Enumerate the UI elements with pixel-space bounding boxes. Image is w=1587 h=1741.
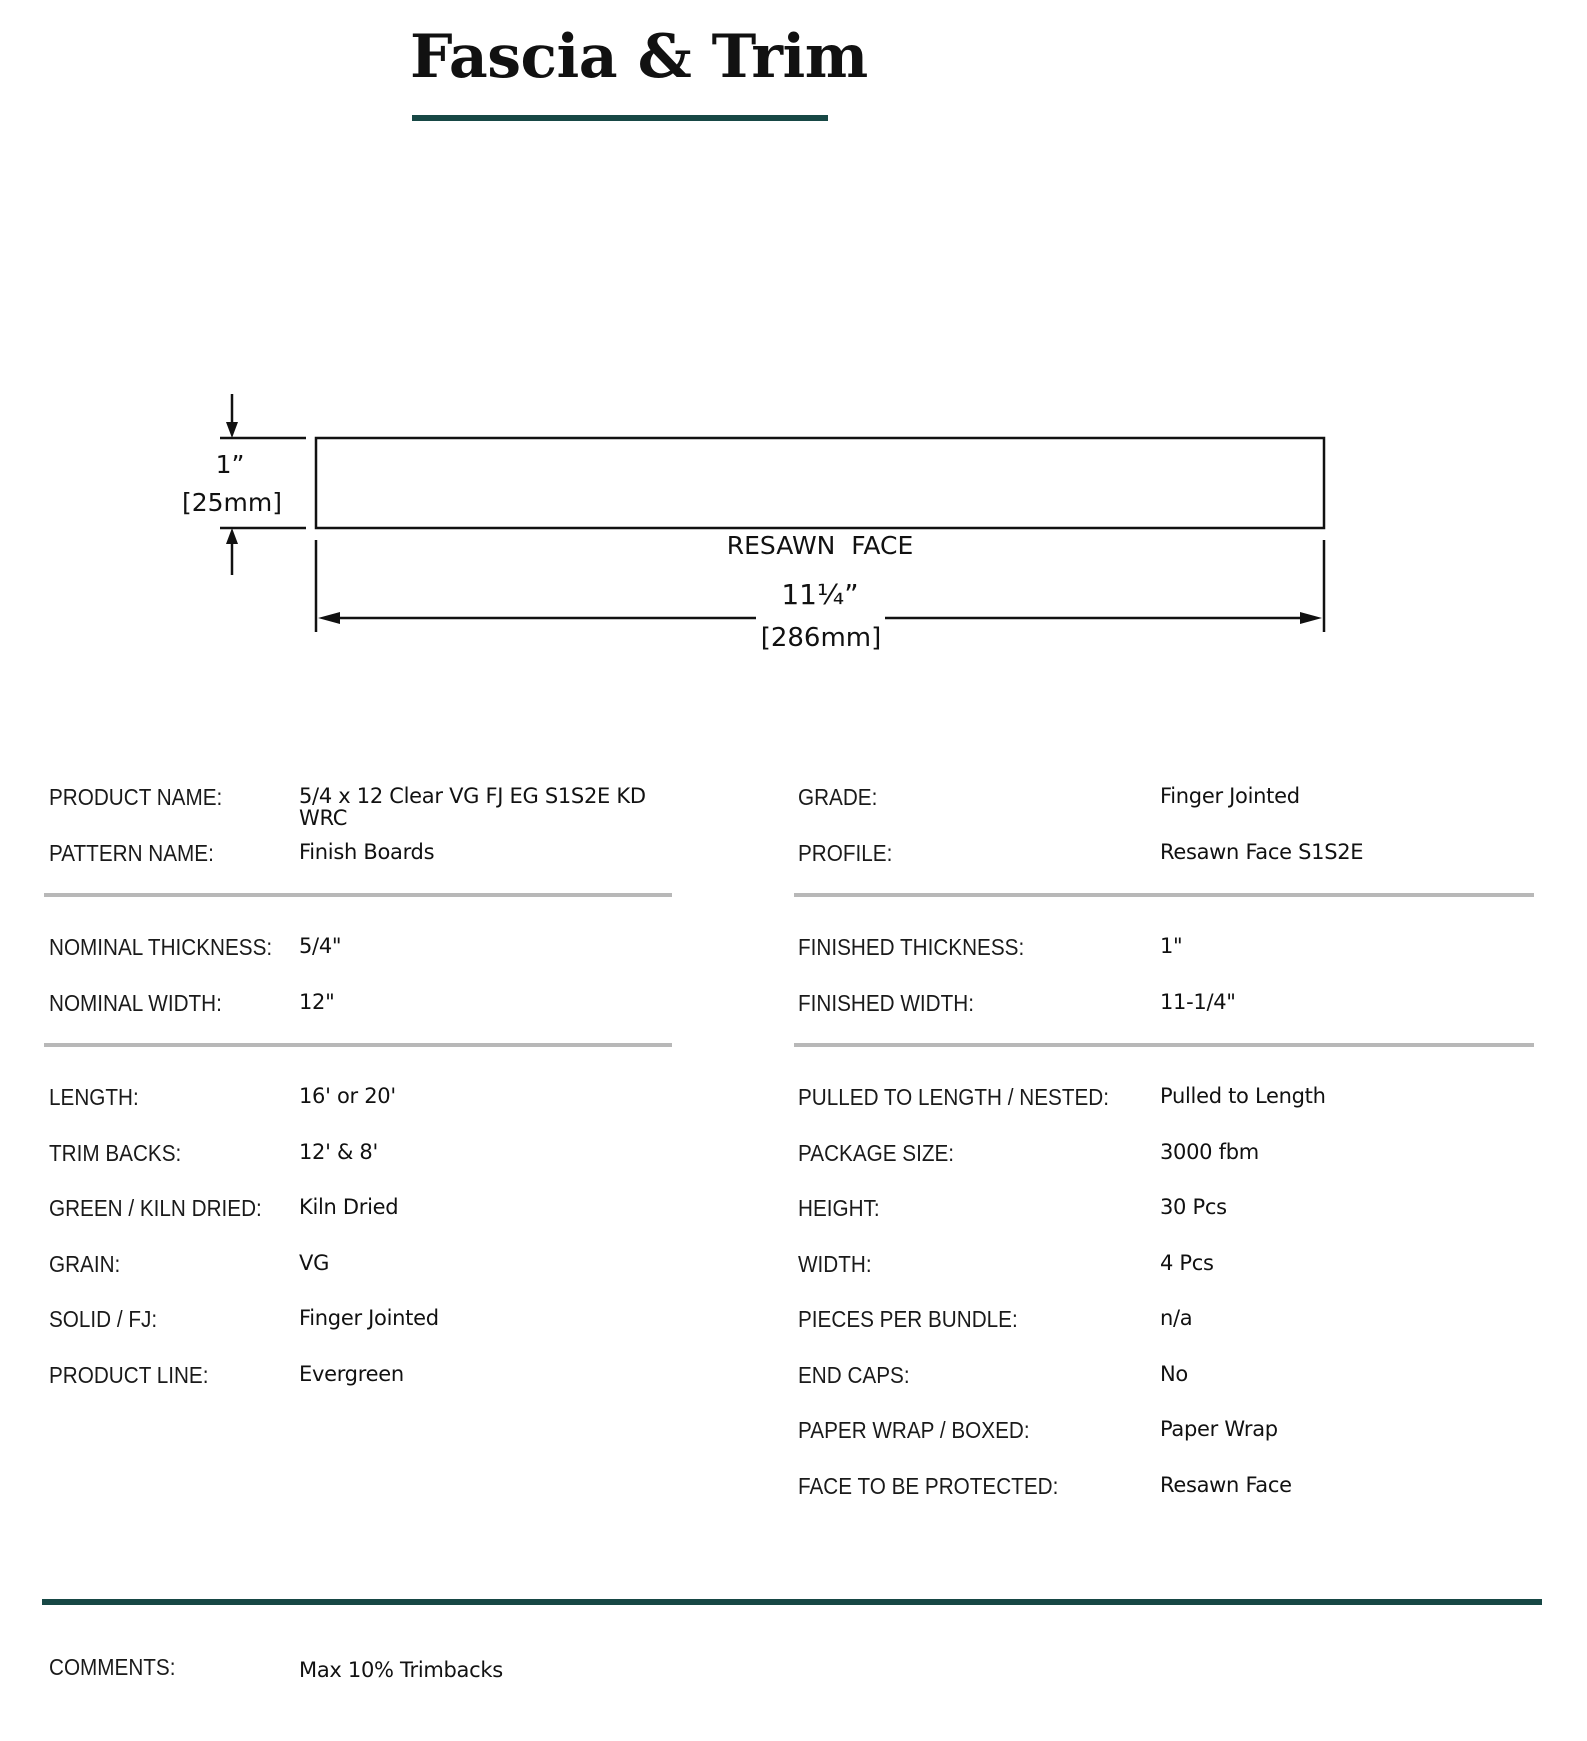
spec-value-grade: Finger Jointed [1160, 784, 1300, 808]
spec-value-pulled-to-length-nested: Pulled to Length [1160, 1084, 1326, 1108]
spec-value-end-caps: No [1160, 1361, 1188, 1386]
spec-value-grain: VG [299, 1250, 330, 1275]
comments-label: COMMENTS: [49, 1654, 176, 1680]
spec-value-package-size: 3000 fbm [1160, 1139, 1259, 1164]
spec-label-package-size: PACKAGE SIZE: [798, 1139, 955, 1166]
thickness-arrowhead-top [226, 422, 238, 438]
thickness-inch-label: 1” [215, 450, 245, 479]
spec-value-solid-fj: Finger Jointed [299, 1306, 439, 1330]
spec-value-finished-thickness: 1" [1160, 934, 1183, 958]
spec-label-nominal-width: NOMINAL WIDTH: [49, 989, 222, 1016]
spec-label-solid-fj: SOLID / FJ: [49, 1306, 158, 1332]
spec-label-green-kiln-dried: GREEN / KILN DRIED: [49, 1195, 262, 1221]
spec-label-pieces-per-bundle: PIECES PER BUNDLE: [798, 1306, 1018, 1332]
spec-label-length: LENGTH: [49, 1084, 139, 1110]
spec-value-nominal-width: 12" [299, 989, 335, 1014]
board-profile [316, 438, 1324, 528]
face-label: RESAWN FACE [726, 531, 914, 560]
spec-label-pattern-name: PATTERN NAME: [49, 839, 214, 866]
spec-label-product-line: PRODUCT LINE: [49, 1361, 209, 1388]
spec-label-pulled-to-length-nested: PULLED TO LENGTH / NESTED: [798, 1084, 1109, 1110]
right-section-divider-2 [794, 1043, 1534, 1047]
title-underline [412, 115, 828, 121]
comments-divider [42, 1599, 1542, 1605]
thickness-arrowhead-bottom [226, 528, 238, 544]
thickness-mm-label: [25mm] [181, 488, 283, 517]
spec-label-grain: GRAIN: [49, 1250, 121, 1277]
spec-value-height: 30 Pcs [1160, 1195, 1227, 1219]
spec-value-product-name: 5/4 x 12 Clear VG FJ EG S1S2E KD WRC [299, 784, 646, 830]
spec-value-length: 16' or 20' [299, 1084, 396, 1108]
width-mm-label: [286mm] [760, 623, 882, 653]
width-inch-label: 11¼” [781, 578, 859, 611]
right-section-divider-1 [794, 893, 1534, 897]
spec-label-trim-backs: TRIM BACKS: [49, 1139, 182, 1166]
spec-label-product-name: PRODUCT NAME: [49, 784, 223, 810]
spec-label-finished-thickness: FINISHED THICKNESS: [798, 934, 1025, 960]
spec-value-trim-backs: 12' & 8' [299, 1139, 378, 1164]
comments-value: Max 10% Trimbacks [299, 1658, 503, 1682]
spec-value-green-kiln-dried: Kiln Dried [299, 1195, 399, 1219]
spec-value-pieces-per-bundle: n/a [1160, 1306, 1193, 1330]
spec-label-nominal-thickness: NOMINAL THICKNESS: [49, 934, 273, 960]
page-title: Fascia & Trim [410, 22, 868, 92]
spec-label-profile: PROFILE: [798, 839, 893, 866]
spec-value-nominal-thickness: 5/4" [299, 934, 342, 958]
width-arrowhead-left [318, 612, 340, 624]
spec-label-end-caps: END CAPS: [798, 1361, 910, 1388]
spec-value-product-line: Evergreen [299, 1361, 404, 1386]
left-section-divider-2 [44, 1043, 672, 1047]
spec-value-width: 4 Pcs [1160, 1250, 1214, 1275]
spec-label-grade: GRADE: [798, 784, 878, 810]
spec-value-pattern-name: Finish Boards [299, 839, 435, 864]
spec-value-face-to-be-protected: Resawn Face [1160, 1472, 1292, 1497]
spec-value-paper-wrap-boxed: Paper Wrap [1160, 1417, 1278, 1441]
spec-label-height: HEIGHT: [798, 1195, 880, 1221]
spec-value-finished-width: 11-1/4" [1160, 989, 1236, 1014]
spec-label-face-to-be-protected: FACE TO BE PROTECTED: [798, 1472, 1059, 1499]
profile-drawing [0, 380, 1587, 680]
spec-label-width: WIDTH: [798, 1250, 872, 1277]
spec-label-paper-wrap-boxed: PAPER WRAP / BOXED: [798, 1417, 1030, 1443]
left-section-divider-1 [44, 893, 672, 897]
width-arrowhead-right [1300, 612, 1322, 624]
spec-label-finished-width: FINISHED WIDTH: [798, 989, 974, 1016]
spec-value-profile: Resawn Face S1S2E [1160, 839, 1364, 864]
